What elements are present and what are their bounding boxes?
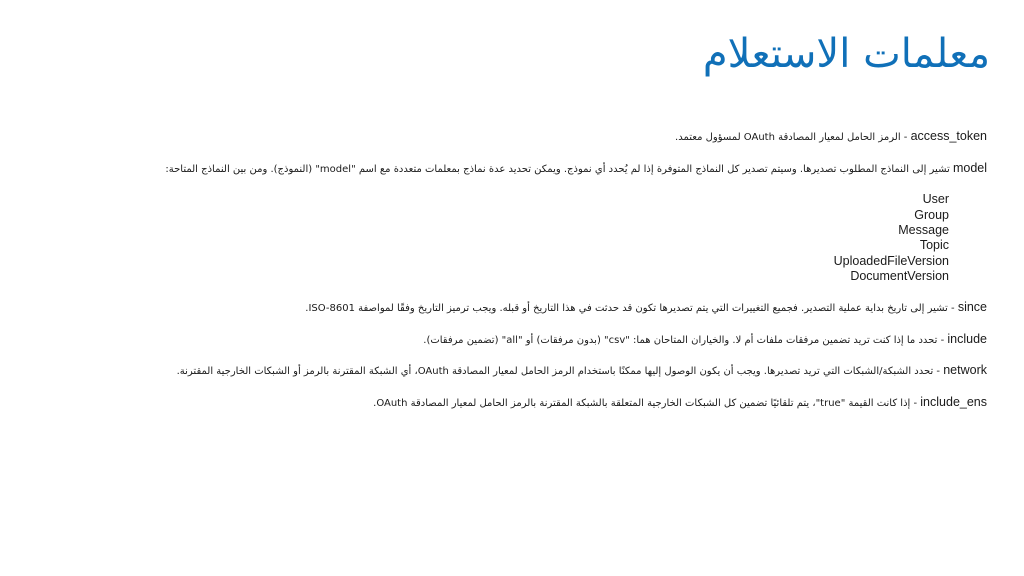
param-access-token: [127, 129, 987, 145]
param-network: [127, 363, 987, 379]
param-description: - الرمز الحامل لمعيار المصادقة OAuth لمسؤول معتمد.: [675, 132, 911, 143]
param-description: تشير إلى النماذج المطلوب تصديرها. وسيتم تصدير كل النماذج المتوفرة إذا لم يُحدد أي نموذج. ويمكن تحديد عدة نماذج بمعلمات متعددة مع اسم "model" (النموذج). ومن بين النماذج المتاحة:: [165, 163, 953, 175]
param-description: - تحدد ما إذا كنت تريد تضمين مرفقات ملفات أم لا. والخياران المتاحان هما: "csv" (بدون مرفقات) أو "all" (تضمين مرفقات).: [423, 334, 948, 346]
param-model: [127, 161, 987, 177]
param-description: - إذا كانت القيمة "true"، يتم تلقائيًا تضمين كل الشبكات الخارجية المتعلقة بالشبكة المقترنة بالرمز الحامل لمعيار المصادقة OAuth.: [373, 397, 921, 409]
param-key: access_token: [910, 129, 987, 143]
param-description: - تشير إلى تاريخ بداية عملية التصدير. فجميع التغييرات التي يتم تصديرها تكون قد حدثت في هذا التاريخ أو قبله. ويجب ترميز التاريخ وفقًا لمواصفة ISO-8601.: [305, 302, 958, 314]
param-key: since: [957, 299, 987, 314]
param-since: [127, 300, 987, 316]
list-item: Group: [914, 207, 949, 222]
param-key: model: [952, 160, 987, 175]
parameter-list: [127, 129, 987, 427]
model-options-list: [127, 192, 987, 284]
list-item: UploadedFileVersion: [833, 253, 949, 268]
param-include: [127, 332, 987, 348]
param-description: - تحدد الشبكة/الشبكات التي تريد تصديرها. ويجب أن يكون الوصول إليها ممكنًا باستخدام الرمز الحامل لمعيار المصادقة OAuth، أي الشبكة المقترنة بالرمز أو الشبكات الخارجية المقترنة.: [176, 366, 944, 378]
param-key: include: [947, 331, 987, 346]
param-key: include_ens: [920, 394, 987, 409]
list-item: User: [922, 192, 949, 207]
list-item: Message: [898, 223, 949, 238]
list-item: DocumentVersion: [850, 269, 949, 284]
param-include-ens: [127, 395, 987, 411]
param-key: network: [943, 363, 987, 378]
list-item: Topic: [919, 238, 949, 253]
slide-title: معلمات الاستعلام: [702, 31, 990, 77]
